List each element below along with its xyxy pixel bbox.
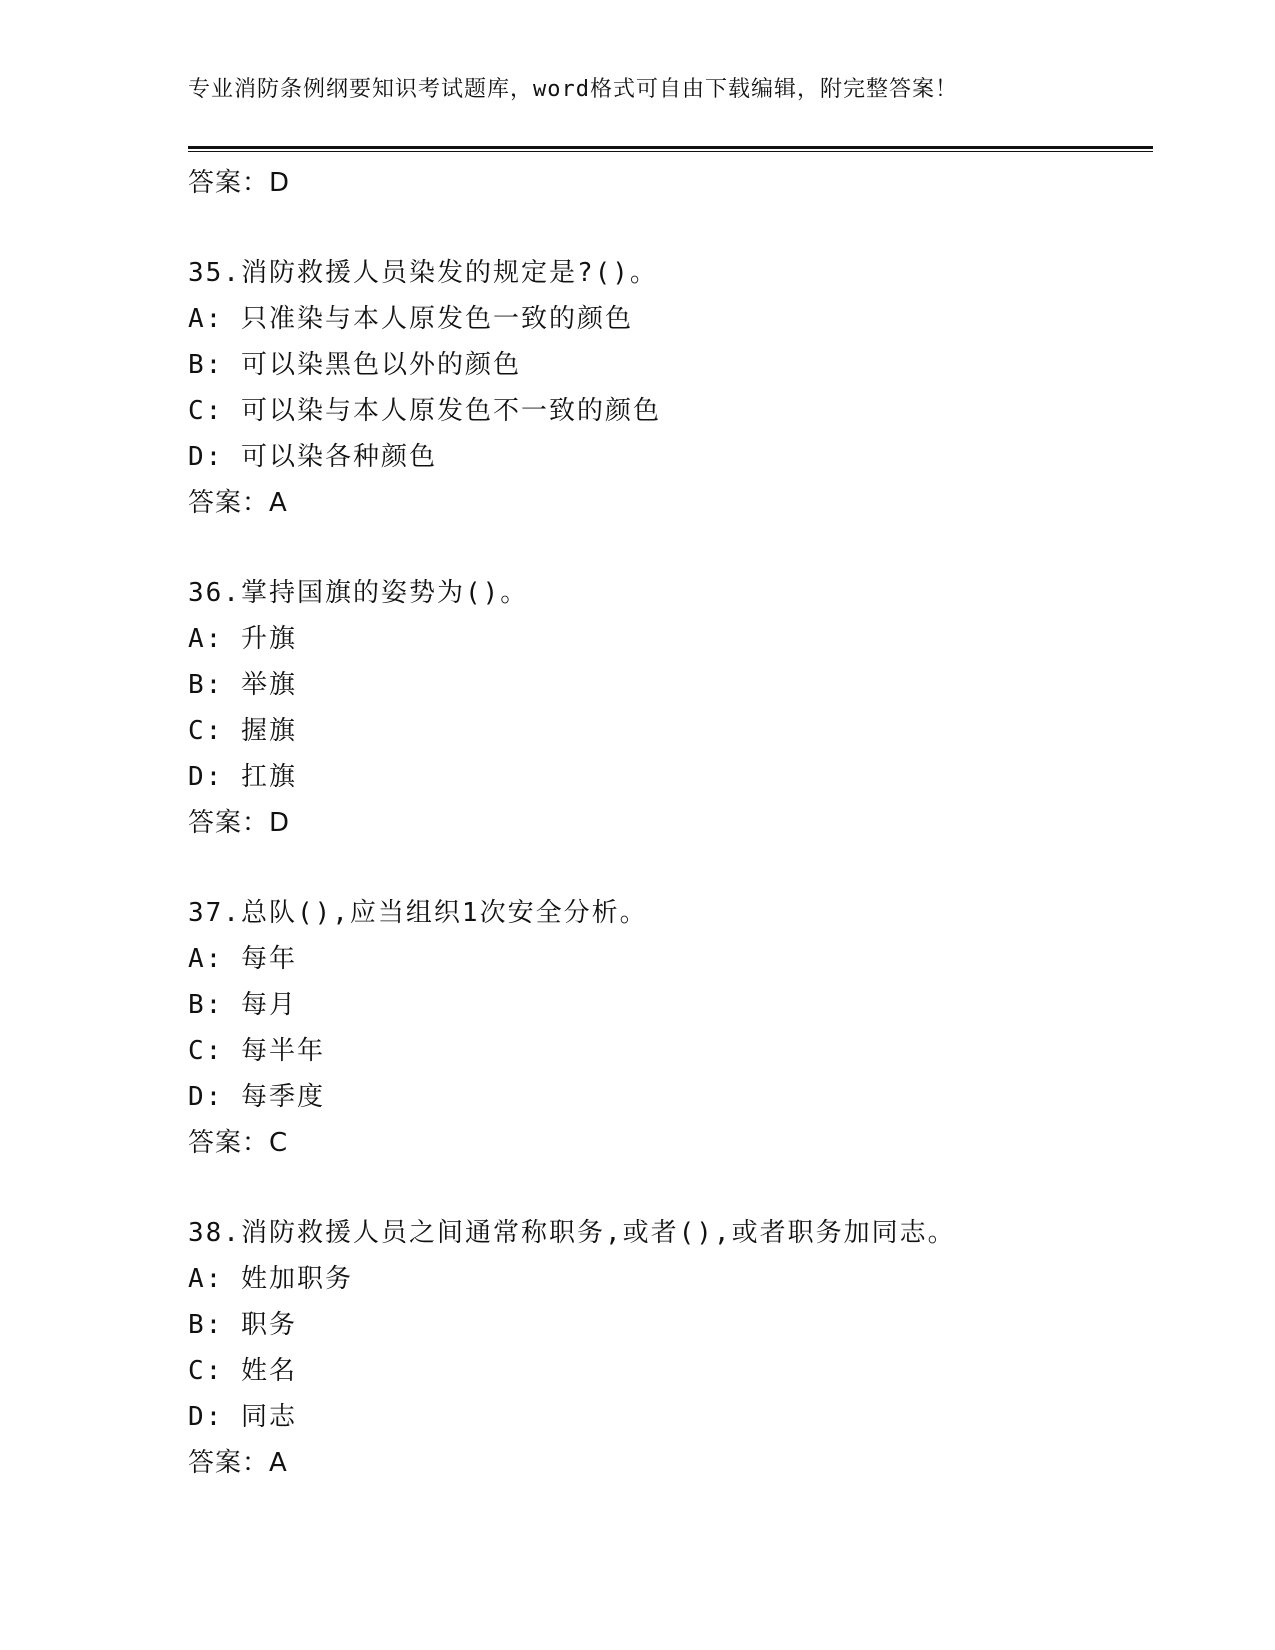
page-header: 专业消防条例纲要知识考试题库，word格式可自由下载编辑，附完整答案！: [188, 77, 958, 102]
question-block: [188, 890, 1148, 1166]
option-d: D: 每季度: [188, 1082, 325, 1112]
option-c: C: 每半年: [188, 1036, 325, 1066]
option-c: C: 握旗: [188, 716, 297, 746]
answer-line: 答案：D: [188, 168, 291, 198]
option-d: D: 扛旗: [188, 762, 297, 792]
option-c: C: 可以染与本人原发色不一致的颜色: [188, 396, 661, 426]
answer-line: 答案：A: [188, 488, 288, 518]
question-block: [188, 570, 1148, 846]
header-divider: [188, 146, 1153, 152]
question-block: [188, 250, 1148, 526]
answer-line: 答案：D: [188, 808, 291, 838]
option-b: B: 每月: [188, 990, 297, 1020]
question-block: [188, 1210, 1148, 1486]
question-stem: 38.消防救援人员之间通常称职务,或者(),或者职务加同志。: [188, 1218, 956, 1248]
option-a: A: 只准染与本人原发色一致的颜色: [188, 304, 633, 334]
option-d: D: 可以染各种颜色: [188, 442, 437, 472]
option-d: D: 同志: [188, 1402, 297, 1432]
answer-line: 答案：C: [188, 1128, 289, 1158]
option-b: B: 职务: [188, 1310, 297, 1340]
question-list: [188, 160, 1148, 1486]
question-stem: 35.消防救援人员染发的规定是?()。: [188, 258, 658, 288]
option-a: A: 每年: [188, 944, 297, 974]
option-c: C: 姓名: [188, 1356, 297, 1386]
option-a: A: 姓加职务: [188, 1264, 353, 1294]
answer-line: 答案：A: [188, 1448, 288, 1478]
question-stem: 36.掌持国旗的姿势为()。: [188, 578, 529, 608]
option-a: A: 升旗: [188, 624, 297, 654]
option-b: B: 举旗: [188, 670, 297, 700]
question-stem: 37.总队(),应当组织1次安全分析。: [188, 898, 648, 928]
option-b: B: 可以染黑色以外的颜色: [188, 350, 521, 380]
